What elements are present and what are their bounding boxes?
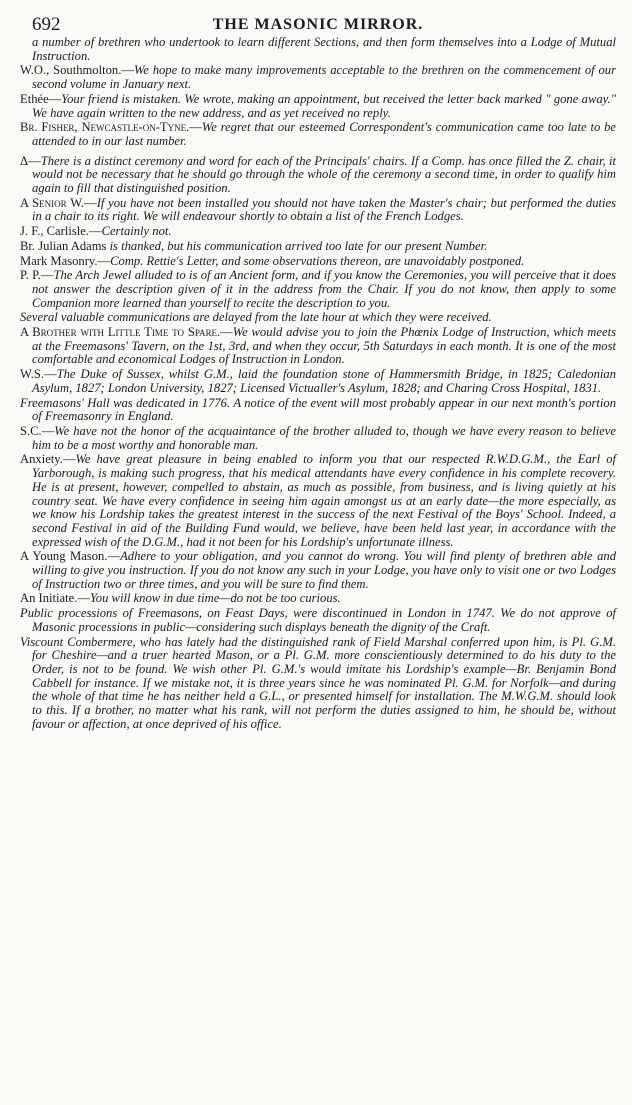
page-number: 692: [32, 14, 61, 35]
entry-ethee: Ethée—Your friend is mistaken. We wrote, making an appointment, but received the letter back marked " gone away." We have again written to the new address, and as yet received no reply.: [20, 91, 616, 120]
entry-mark-masonry: Mark Masonry.—Comp. Rettie's Letter, and some observations thereon, are unavoidably postponed.: [20, 253, 525, 268]
entry-wo-southmolton: W.O., Southmolton.—We hope to make many improvements acceptable to the brethren on the commencement of our second volume in January next.: [20, 63, 616, 92]
entry-continuation: a number of brethren who undertook to learn different Sections, and then form themselves into a Lodge of Mutual Instruction.: [32, 35, 616, 63]
running-title: THE MASONIC MIRROR.: [212, 16, 424, 33]
entry-ws: W.S.—The Duke of Sussex, whilst G.M., laid the foundation stone of Hammersmith Bridge, in 1825; Caledonian Asylum, 1827; London University, 1827; Licensed Victualler's Asylum, 1828; and Charing Cross Hospital, 1831.: [20, 367, 616, 395]
page-header: [20, 8, 616, 36]
entry-jf-carlisle: J. F., Carlisle.—Certainly not.: [20, 224, 172, 239]
entry-brother-little-time: A Brother with Little Time to Spare.—We would advise you to join the Phœnix Lodge of Instruction, which meets at the Freemasons' Tavern, on the 1st, 3rd, and when they occur, 5th Saturdays in each month. It is one of the most comfortable and economical Lodges of Instruction in London.: [20, 325, 616, 367]
entry-pp: P. P.—The Arch Jewel alluded to is of an Ancient form, and if you know the Ceremonies, you will perceive that it does not answer the description given of it in the address from the Chair. If you do not know, then apply to some Companion more learned than yourself to recite the description to you.: [20, 268, 616, 310]
entry-several-valuable: Several valuable communications are delayed from the late hour at which they were received.: [20, 310, 492, 325]
entry-delta: Δ—There is a distinct ceremony and word for each of the Principals' chairs. If a Comp. has once filled the Z. chair, it would not be necessary that he should go through the whole of the ceremony a second time, in order to qualify him again to fill that distinguished position.: [20, 153, 616, 196]
correspondents-column: [20, 36, 616, 731]
entry-julian-adams: Br. Julian Adams is thanked, but his communication arrived too late for our present Number.: [20, 238, 488, 253]
entry-sc: S.C.—We have not the honor of the acquaintance of the brother alluded to, though we have every reason to believe him to be a most worthy and honorable man.: [20, 423, 616, 452]
entry-br-fisher: Br. Fisher, Newcastle-on-Tyne.—We regret that our esteemed Correspondent's communication came too late to be attended to in our last number.: [20, 120, 616, 148]
entry-freemasons-hall: Freemasons' Hall was dedicated in 1776. A notice of the event will most probably appear in our next month's portion of Freemasonry in England.: [20, 395, 616, 424]
entry-public-processions: Public processions of Freemasons, on Feast Days, were discontinued in London in 1747. We do not approve of Masonic processions in public—considering such displays beneath the dignity of the Craft.: [20, 606, 616, 634]
entry-initiate: An Initiate.—You will know in due time—do not be too curious.: [20, 591, 341, 606]
entry-anxiety: Anxiety.—We have great pleasure in being enabled to inform you that our respected R.W.D.G.M., the Earl of Yarborough, is making such progress, that his medical attendants have every confidence in his complete recovery. He is at present, however, compelled to abstain, as much as possible, from business, and is living quietly at his country seat. We have every confidence in seeing him again amongst us at an early date—the more especially, as we know his Lordship takes the greatest interest in the success of the next Festival of the Boys' School. Indeed, a second Festival in aid of the Building Fund would, we believe, have been held last year, in accordance with the expressed wish of the D.G.M., had it not been for his Lordship's unfortunate illness.: [20, 452, 616, 549]
entry-young-mason: A Young Mason.—Adhere to your obligation, and you cannot do wrong. You will find plenty of brethren able and willing to give you instruction. If you do not know any such in your Lodge, you have only to visit one or two Lodges of Instruction two or three times, and you will be sure to find them.: [20, 549, 616, 591]
entry-viscount-combermere: Viscount Combermere, who has lately had the distinguished rank of Field Marshal conferred upon him, is Pl. G.M. for Cheshire—and a truer hearted Mason, or a Pl. G.M. more conscientiously determined to do his duty to the Order, is not to be found. We wish other Pl. G.M.'s would imitate his Lordship's example—Br. Benjamin Bond Cabbell for instance. If we mistake not, it is three years since he was nominated Pl. G.M. for Norfolk—and during the whole of that time he has neither held a G.L., or presented himself for installation. The M.W.G.M. should look to this. If a brother, no matter what his rank, will not perform the duties assigned to him, he should be, without favour or affection, at once deprived of his office.: [20, 634, 616, 731]
entry-senior-warden: A Senior W.—If you have not been installed you should not have taken the Master's chair; but performed the duties in a chair to its right. We will endeavour shortly to obtain a list of the French Lodges.: [20, 195, 616, 224]
